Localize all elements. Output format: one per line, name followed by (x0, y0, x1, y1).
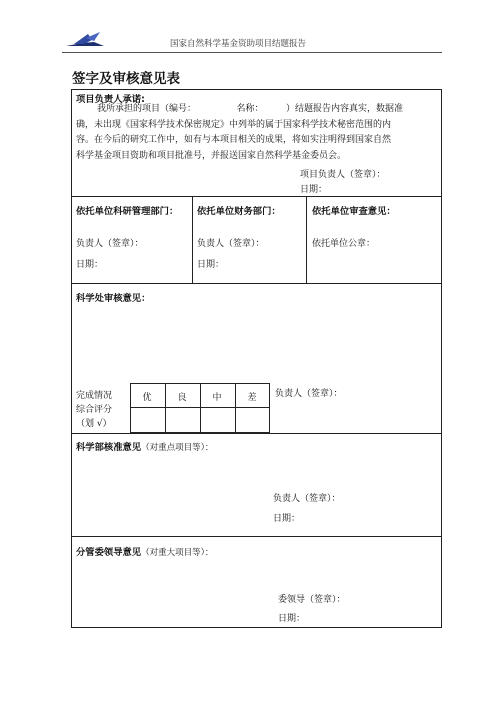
science-dept-signature: 负责人（签章）： (273, 494, 341, 504)
science-dept-date: 日期： (273, 514, 301, 524)
science-office-heading: 科学处审核意见： (76, 293, 151, 304)
science-dept-heading (76, 439, 213, 453)
finance-dept-heading: 依托单位财务部门： (197, 206, 281, 217)
commitment-line: 我所承担的项目（编号： 名称： ）结题报告内容真实，数据准 (97, 104, 404, 114)
leader-commitment-heading: 项目负责人承诺: (76, 94, 145, 105)
commitment-line: 容。在今后的研究工作中，如有与本项目相关的成果，将如实注明得到国家自然 (76, 135, 392, 145)
rating-label: 综合评分 (76, 405, 113, 415)
commission-signature: 委领导（签章）： (278, 595, 346, 605)
audit-dept-seal: 依托单位公章： (312, 239, 376, 249)
grade-poor: 差 (247, 393, 257, 403)
commission-title: 分管委领导意见 (76, 547, 142, 558)
audit-dept-heading: 依托单位审查意见： (312, 206, 396, 217)
science-dept-title: 科学部核准意见 (76, 442, 142, 453)
research-dept-heading: 依托单位科研管理部门： (76, 206, 179, 217)
row-divider (71, 196, 442, 197)
grade-excellent: 优 (142, 393, 152, 403)
commitment-line: 科学基金项目资助和项目批准号，并报送国家自然科学基金委员会。 (76, 150, 347, 161)
commission-note: （对重大项目等）： (141, 548, 214, 558)
row-divider (71, 433, 442, 434)
research-dept-signature: 负责人（签章）： (76, 239, 144, 249)
leader-commitment-text (76, 102, 438, 164)
rating-label: 完成情况 (76, 391, 113, 401)
finance-dept-signature: 负责人（签章）： (197, 239, 265, 249)
row-divider (71, 283, 442, 284)
research-dept-date: 日期： (76, 260, 104, 270)
commission-heading (76, 544, 213, 558)
grade-average: 中 (212, 393, 222, 403)
science-office-signature: 负责人（签章）： (275, 389, 343, 399)
commission-date: 日期： (278, 614, 306, 624)
leader-date: 日期： (300, 185, 328, 195)
header-rule (62, 52, 442, 53)
nsfc-logo (64, 30, 106, 52)
row-divider (71, 536, 442, 537)
grade-good: 良 (177, 393, 187, 403)
col-divider (192, 196, 193, 283)
header-title: 国家自然科学基金资助项目结题报告 (170, 39, 307, 49)
col-divider (306, 196, 307, 283)
rating-label: （划 √） (76, 419, 112, 429)
science-dept-note: （对重点项目等）： (141, 443, 214, 453)
finance-dept-date: 日期： (197, 260, 225, 270)
leader-signature: 项目负责人（签章）： (300, 170, 386, 180)
commitment-line: 确，未出现《国家科学技术保密规定》中列举的属于国家科学技术秘密范围的内 (76, 119, 392, 130)
page-title: 签字及审核意见表 (72, 71, 180, 87)
